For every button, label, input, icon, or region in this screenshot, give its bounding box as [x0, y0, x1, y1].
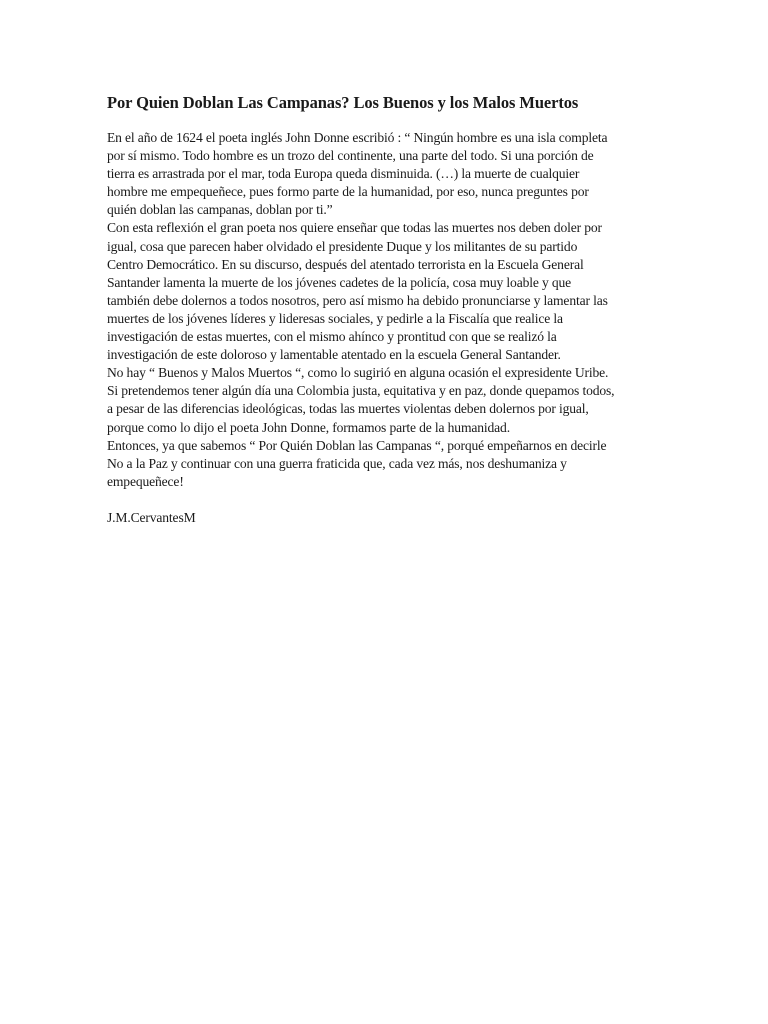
body-line: Santander lamenta la muerte de los jóvenes cadetes de la policía, cosa muy loable y que	[107, 274, 572, 290]
body-line: igual, cosa que parecen haber olvidado el presidente Duque y los militantes de su partido	[107, 238, 578, 254]
body-line: Con esta reflexión el gran poeta nos quiere enseñar que todas las muertes nos deben doler por	[107, 220, 602, 236]
body-line: Entonces, ya que sabemos “ Por Quién Doblan las Campanas “, porqué empeñarnos en decirle	[107, 437, 607, 453]
document-title: Por Quien Doblan Las Campanas? Los Buenos y los Malos Muertos	[107, 93, 579, 112]
body-line: muertes de los jóvenes líderes y lideresas sociales, y pedirle a la Fiscalía que realice la	[107, 310, 563, 326]
body-line: investigación de estas muertes, con el mismo ahínco y prontitud con que se realizó la	[107, 329, 557, 345]
author-signature: J.M.CervantesM	[107, 509, 196, 525]
body-line: En el año de 1624 el poeta inglés John Donne escribió : “ Ningún hombre es una isla completa	[107, 130, 608, 145]
body-line: Si pretendemos tener algún día una Colombia justa, equitativa y en paz, donde quepamos todos,	[107, 383, 615, 399]
body-line: porque como lo dijo el poeta John Donne, formamos parte de la humanidad.	[107, 419, 510, 435]
body-line: Centro Democrático. En su discurso, después del atentado terrorista en la Escuela General	[107, 256, 584, 272]
body-line: investigación de este doloroso y lamentable atentado en la escuela General Santander.	[107, 347, 561, 363]
body-line: No a la Paz y continuar con una guerra fraticida que, cada vez más, nos deshumaniza y	[107, 455, 567, 471]
body-line: quién doblan las campanas, doblan por ti.”	[107, 202, 333, 218]
body-line: tierra es arrastrada por el mar, toda Europa queda disminuida. (…) la muerte de cualquier	[107, 166, 580, 182]
body-line: a pesar de las diferencias ideológicas, todas las muertes violentas deben dolernos por igual,	[107, 401, 589, 417]
body-line: No hay “ Buenos y Malos Muertos “, como lo sugirió en alguna ocasión el expresidente Uribe.	[107, 365, 609, 381]
body-line: también debe dolernos a todos nosotros, pero así mismo ha debido pronunciarse y lamentar las	[107, 292, 608, 308]
document-body	[107, 129, 663, 491]
body-line: por sí mismo. Todo hombre es un trozo del continente, una parte del todo. Si una porción de	[107, 148, 594, 164]
document-content	[107, 92, 663, 527]
body-line: empequeñece!	[107, 473, 184, 489]
body-line: hombre me empequeñece, pues formo parte de la humanidad, por eso, nunca preguntes por	[107, 184, 589, 200]
